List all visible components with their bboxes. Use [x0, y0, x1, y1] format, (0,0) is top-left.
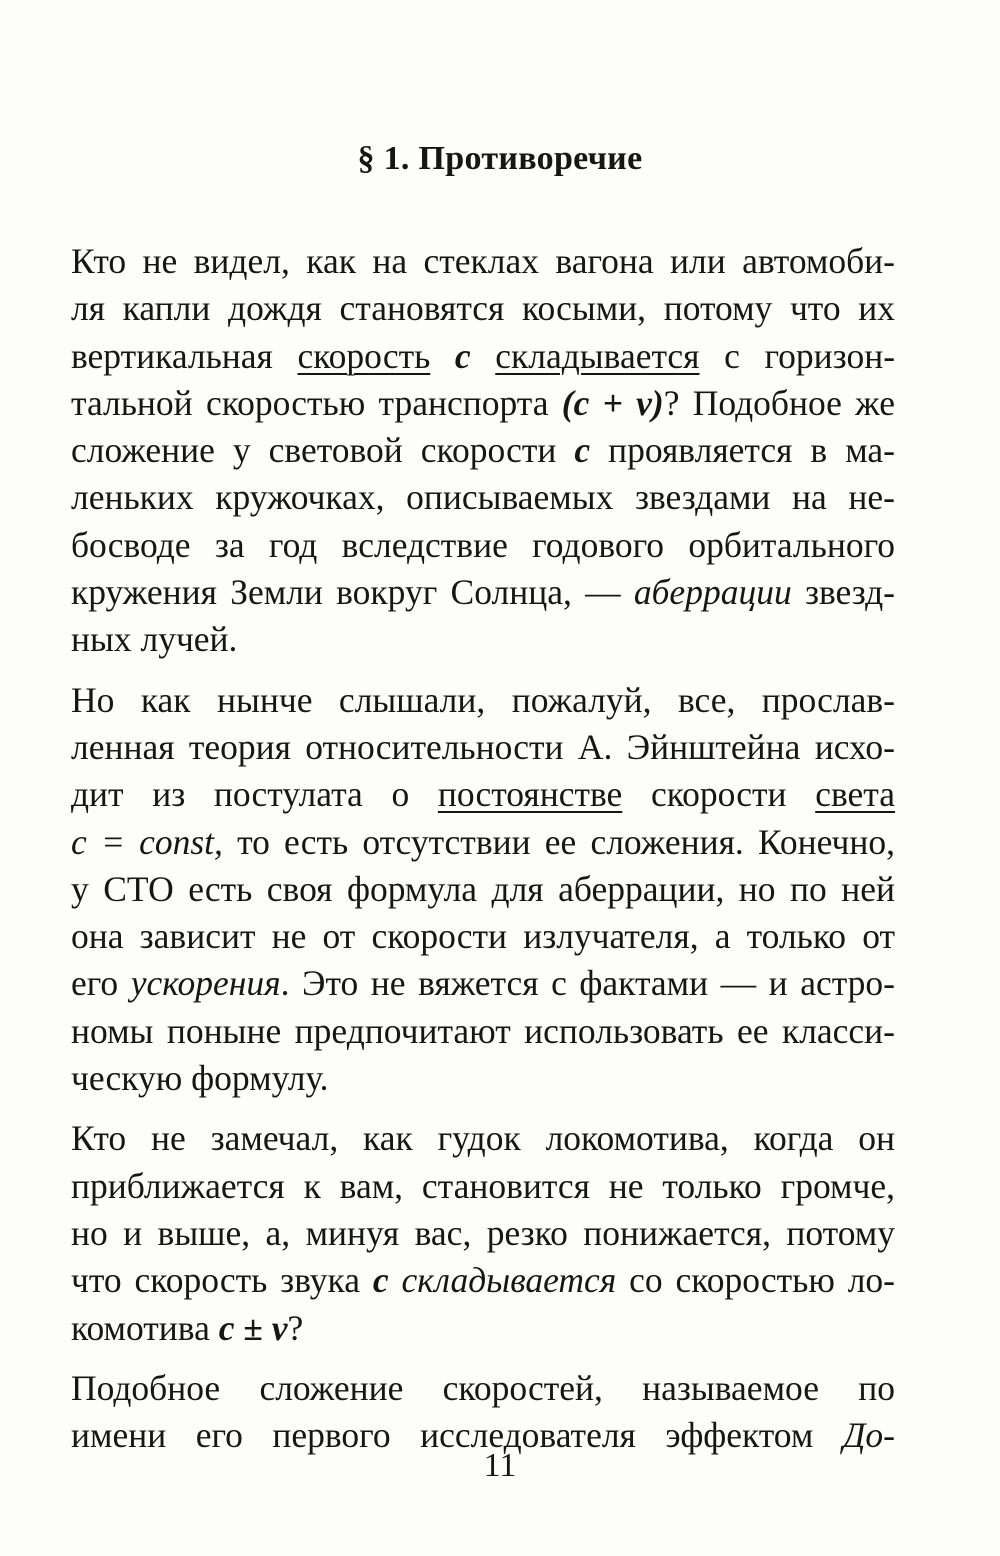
- text-line: она зависит не от скорости излучателя, а только от: [71, 916, 895, 957]
- underlined-word: света: [815, 774, 895, 815]
- italic-term: аберрации: [633, 572, 792, 613]
- formula-c-plus-v: (c + v): [561, 382, 664, 423]
- text-line: ческую формулу.: [71, 1058, 329, 1099]
- text-line: номы поныне предпочитают использовать ее класси-: [71, 1010, 895, 1051]
- text-line: Подобное сложение скоростей, называемое по: [71, 1367, 895, 1408]
- section-title: § 1. Противоречие: [357, 140, 643, 177]
- text-line: у СТО есть своя формула для аберрации, но по ней: [71, 868, 895, 909]
- text-line: Кто не видел, как на стеклах вагона или автомоби-: [71, 241, 895, 281]
- text-line: комотива c ± v?: [71, 1307, 304, 1348]
- italic-term: До-: [842, 1415, 895, 1456]
- text-line: босводе за год вследствие годового орбитального: [71, 524, 895, 565]
- italic-term: ускорения: [130, 963, 281, 1004]
- text-line: имени его первого исследователя эффектом До-: [71, 1415, 895, 1456]
- text-line: приближается к вам, становится не только громче,: [71, 1165, 895, 1206]
- paragraph-3: [33, 1115, 895, 1351]
- text-line: но и выше, а, минуя вас, резко понижается, потому: [71, 1212, 895, 1253]
- text-line: вертикальная скорость c складывается с горизон-: [71, 335, 896, 376]
- underlined-word: скорость: [297, 335, 431, 376]
- text-line: дит из постулата о постоянстве скорости света: [71, 774, 895, 815]
- text-line: Но как нынче слышали, пожалуй, все, прослав-: [71, 679, 895, 720]
- text-line: c = const, то есть отсутствии ее сложения. Конечно,: [71, 821, 895, 862]
- italic-term: складывается: [401, 1260, 617, 1301]
- text-line: кружения Земли вокруг Солнца, — аберрации звезд-: [71, 572, 895, 613]
- text-line: ных лучей.: [71, 619, 238, 660]
- text-line: Кто не замечал, как гудок локомотива, когда он: [71, 1118, 895, 1159]
- variable-c: c: [574, 430, 591, 471]
- body-text: [33, 238, 895, 1472]
- text-line: леньких кружочках, описываемых звездами на не-: [71, 477, 895, 518]
- text-line: тальной скоростью транспорта (c + v)? Подобное же: [71, 382, 895, 423]
- underlined-word: постоянстве: [437, 774, 623, 815]
- variable-c: c: [372, 1260, 389, 1301]
- variable-c: c: [454, 335, 471, 376]
- page-number: 11: [483, 1447, 517, 1484]
- text-line: ленная теория относительности А. Эйнштейна исхо-: [71, 726, 895, 767]
- formula-c-pm-v: c ± v: [218, 1307, 288, 1348]
- text-line: что скорость звука c складывается со скоростью ло-: [71, 1260, 896, 1301]
- text-line: его ускорения. Это не вяжется с фактами — и астро-: [71, 963, 896, 1004]
- underlined-word: складывается: [495, 335, 700, 376]
- paragraph-4: [33, 1365, 895, 1460]
- text-line: сложение у световой скорости c проявляется в ма-: [71, 430, 895, 471]
- paragraph-1: [33, 238, 895, 664]
- formula-c-const: c = const,: [71, 821, 223, 862]
- paragraph-2: [33, 677, 895, 1103]
- text-line: ля капли дождя становятся косыми, потому что их: [71, 288, 895, 329]
